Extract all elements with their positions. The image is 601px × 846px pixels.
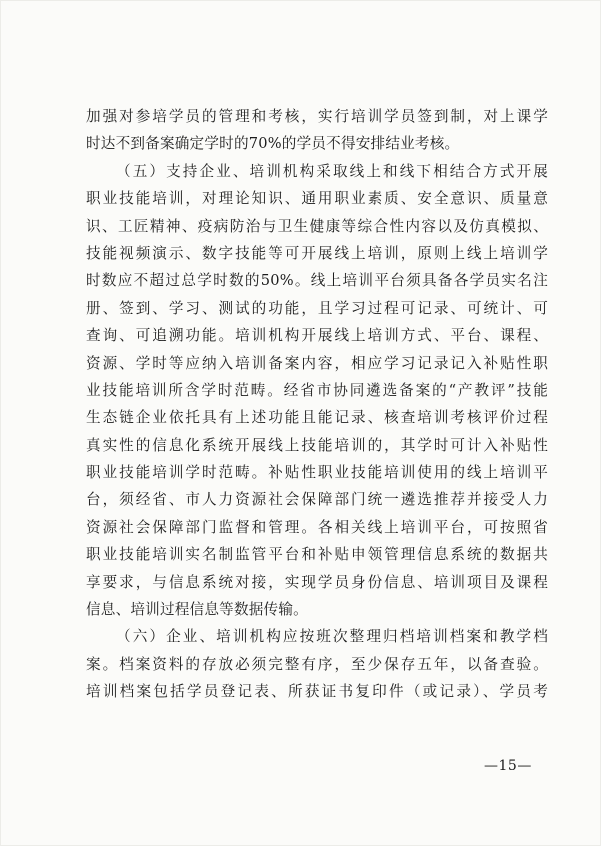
text-line: 台，须经省、市人力资源社会保障部门统一遴选推荐并接受人力	[86, 491, 548, 509]
text-line: 时达不到备案确定学时的70%的学员不得安排结业考核。	[86, 135, 460, 153]
text-line: 案。档案资料的存放必须完整有序，至少保存五年，以备查验。	[86, 655, 548, 673]
text-line: 查询、可追溯功能。培训机构开展线上培训方式、平台、课程、	[86, 327, 548, 345]
page-number: —15—	[484, 758, 532, 774]
text-line: 职业技能培训，对理论知识、通用职业素质、安全意识、质量意	[86, 190, 548, 208]
text-line: 职业技能培训学时范畴。补贴性职业技能培训使用的线上培训平	[86, 464, 548, 482]
body-text	[86, 103, 548, 706]
text-line: 技能视频演示、数字技能等可开展线上培训，原则上线上培训学	[86, 244, 548, 262]
paragraph-six-first-line: （六）企业、培训机构应按班次整理归档培训档案和教学档	[116, 628, 548, 646]
text-line: 册、签到、学习、测试的功能，且学习过程可记录、可统计、可	[86, 299, 548, 317]
text-line: 时数应不超过总学时数的50%。线上培训平台须具备各学员实名注	[86, 272, 548, 290]
text-line: 生态链企业依托具有上述功能且能记录、核查培训考核评价过程	[86, 409, 548, 427]
text-line: 信息、培训过程信息等数据传输。	[86, 601, 308, 619]
text-line: 业技能培训所含学时范畴。经省市协同遴选备案的“产教评”技能	[86, 381, 548, 399]
text-line: 职业技能培训实名制监管平台和补贴申领管理信息系统的数据共	[86, 546, 548, 564]
text-line: 资源、学时等应纳入培训备案内容，相应学习记录记入补贴性职	[86, 354, 548, 372]
text-line: 培训档案包括学员登记表、所获证书复印件（或记录）、学员考	[86, 683, 548, 701]
text-line: 真实性的信息化系统开展线上技能培训的，其学时可计入补贴性	[86, 436, 548, 454]
text-line: 享要求，与信息系统对接，实现学员身份信息、培训项目及课程	[86, 573, 548, 591]
text-line: 资源社会保障部门监督和管理。各相关线上培训平台，可按照省	[86, 518, 548, 536]
text-line: 加强对参培学员的管理和考核，实行培训学员签到制，对上课学	[86, 108, 548, 125]
paragraph-five-first-line: （五）支持企业、培训机构采取线上和线下相结合方式开展	[116, 162, 548, 180]
text-line: 识、工匠精神、疫病防治与卫生健康等综合性内容以及仿真模拟、	[86, 217, 548, 235]
